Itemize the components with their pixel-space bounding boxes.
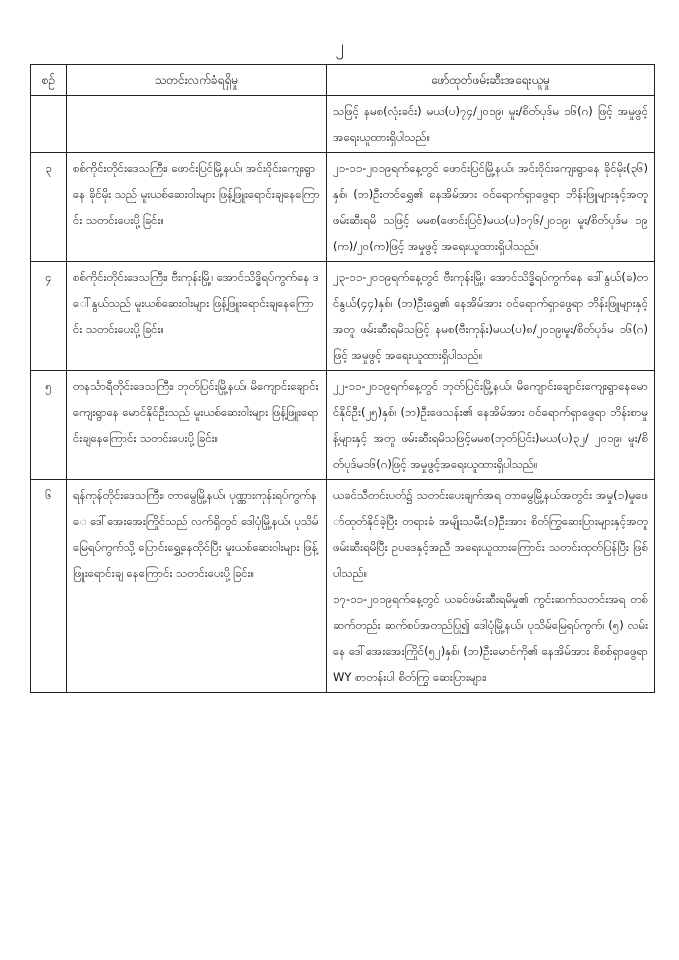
action-paragraph: ၂၁-၁၁-၂၀၁၉ရက်နေ့တွင် ဖောင်းပြင်မြို့နယ်၊ အင်းဝိုင်းကျေးရွာနေ ခိုင်မိုး(၃၆)နှစ်၊ (ဘ)ဦးတင်ရွှေ၏ နေအိမ်အား ဝင်ရောက်ရှာဖွေရာ ဘိန်းဖြူများနှင့်အတူ ဖမ်းဆီးရမိ သဖြင့် မမစ(ဖောင်းပြင်)မယ(ပ)၁၇၆/၂၀၁၉၊ မူး/စိတ်ပုဒ်မ ၁၉(က)/၂၀(က)ဖြင့် အမှုဖွင့် အရေးယူထားရှိပါသည်။	[333, 161, 648, 253]
row-action	[327, 480, 655, 693]
action-paragraph: ၂၃-၁၁-၂၀၁၉ရက်နေ့တွင် ဗီးကုန်းမြို့၊ အောင်သိဒ္ဓိရပ်ကွက်နေ ဒေါ်နွယ်(ခ)တင်နွယ်(၄၄)နှစ်၊ (ဘ)ဦးရွှေ၏ နေအိမ်အား ဝင်ရောက်ရှာဖွေရာ ဘိန်းဖြူများနှင့်အတူ ဖမ်းဆီးရမိသဖြင့် နမစ(ဗီးကုန်း)မယ(ပ)၈/၂၀၁၉၊မူး/စိတ်ပုဒ်မ ၁၆(ဂ)ဖြင့် အမှုဖွင့် အရေးယူထားရှိပါသည်။	[333, 270, 648, 362]
report-table	[30, 64, 655, 693]
row-action	[327, 153, 655, 262]
table-row	[31, 153, 655, 262]
action-paragraph: ၁၇-၁၁-၂၀၁၉ရက်နေ့တွင် ယခင်ဖမ်းဆီးရမိမှု၏ ကွင်းဆက်သတင်းအရ တစ်ဆက်တည်း ဆက်စပ်အတည်ပြု၍ ဒေါပုံမြို့နယ်၊ ပုသိမ်မြေရပ်ကွက်၊ (၅) လမ်းနေ ဒေါ်အေးအေးကြိုင်(၅၂)နှစ်၊ (ဘ)ဦးမောင်ကို၏ နေအိမ်အား စိစစ်ရှာဖွေရာ WY စာတန်းပါ စိတ်ကြွ ဆေးပြားများ၊	[333, 592, 648, 684]
row-number: ၆	[31, 480, 67, 693]
table-header-row	[31, 65, 655, 96]
row-number	[31, 96, 67, 153]
row-action	[327, 96, 655, 153]
table-row	[31, 371, 655, 480]
table-row	[31, 480, 655, 693]
row-info: တနင်္သာရီတိုင်းဒေသကြီး၊ ဘုတ်ပြင်းမြို့နယ်၊ မိကျောင်းချောင်းကျေးရွာနေ မောင်နိုင်ဦးသည် မူးယစ်ဆေးဝါးများ ဖြန့်ဖြူးရောင်းချနေကြောင်း သတင်းပေးပို့ခြင်း။	[67, 371, 327, 480]
header-info: သတင်းလက်ခံရရှိမှု	[67, 65, 327, 96]
row-info	[67, 96, 327, 153]
row-info: ရန်ကုန်တိုင်းဒေသကြီး၊ တာမွေမြို့နယ်၊ ပုဏ္ဏားကုန်းရပ်ကွက်နေ ဒေါ်အေးအေးကြိုင်သည် လက်ရှိတွင် ဒေါပုံမြို့နယ်၊ ပုသိမ်မြေရပ်ကွက်သို့ ပြောင်းရွှေ့နေထိုင်ပြီး မူးယစ်ဆေးဝါးများ ဖြန့်ဖြူးရောင်းချ နေကြောင်း သတင်းပေးပို့ခြင်း။	[67, 480, 327, 693]
action-paragraph: သဖြင့် နမစ(လုံးခင်း) မယ(ပ)၇၄/၂၀၁၉၊ မူး/စိတ်ပုဒ်မ ၁၆(ဂ) ဖြင့် အမှုဖွင့်အရေးယူထားရှိပါသည်။	[333, 104, 648, 144]
table-row	[31, 96, 655, 153]
action-paragraph: ၂၂-၁၁-၂၀၁၉ရက်နေ့တွင် ဘုတ်ပြင်းမြို့နယ်၊ မိကျောင်းချောင်းကျေးရွာနေမောင်နိုင်ဦး(၂၅)နှစ်၊ (ဘ)ဦးဖေသန်း၏ နေအိမ်အား ဝင်ရောက်ရှာဖွေရာ ဘိန်းစာမှုန့်များနှင့် အတူ ဖမ်းဆီးရမိသဖြင့်မမစ(ဘုတ်ပြင်း)မယ(ပ)၃၂/ ၂၀၁၉၊ မူး/စိတ်ပုဒ်မ၁၆(ဂ)ဖြင့် အမှုဖွင့်အရေးယူထားရှိပါသည်။	[333, 379, 648, 471]
action-paragraph: ယခင်သီတင်းပတ်၌ သတင်းပေးချက်အရ တာမွေမြို့နယ်အတွင်း အမှု(၁)မှုဖော်ထုတ်နိုင်ခဲ့ပြီး တရားခံ အမျိုးသမီး(၁)ဦးအား စိတ်ကြွဆေးပြားများနှင့်အတူ ဖမ်းဆီးရမိပြီး ဥပဒေနှင့်အညီ အရေးယူထားကြောင်း သတင်းထုတ်ပြန်ပြီး ဖြစ်ပါသည်။	[333, 488, 648, 580]
row-number: ၅	[31, 371, 67, 480]
header-action: ဖော်ထုတ်ဖမ်းဆီးအရေးယူမှု	[327, 65, 655, 96]
row-action	[327, 262, 655, 371]
header-no: စဉ်	[31, 65, 67, 96]
row-info: စစ်ကိုင်းတိုင်းဒေသကြီး၊ ဖောင်းပြင်မြို့နယ်၊ အင်းဝိုင်းကျေးရွာနေ ခိုင်မိုး သည် မူးယစ်ဆေးဝါးများ ဖြန့်ဖြူးရောင်းချနေကြောင်း သတင်းပေးပို့ခြင်း။	[67, 153, 327, 262]
row-info: စစ်ကိုင်းတိုင်းဒေသကြီး၊ ဗီးကုန်းမြို့၊ အောင်သိဒ္ဓိရပ်ကွက်နေ ဒေါ်နွယ်သည် မူးယစ်ဆေးဝါးများ ဖြန့်ဖြူးရောင်းချနေကြောင်း သတင်းပေးပို့ခြင်း။	[67, 262, 327, 371]
table-row	[31, 262, 655, 371]
row-action	[327, 371, 655, 480]
row-number: ၃	[31, 153, 67, 262]
row-number: ၄	[31, 262, 67, 371]
page-number: ၂	[335, 37, 344, 57]
